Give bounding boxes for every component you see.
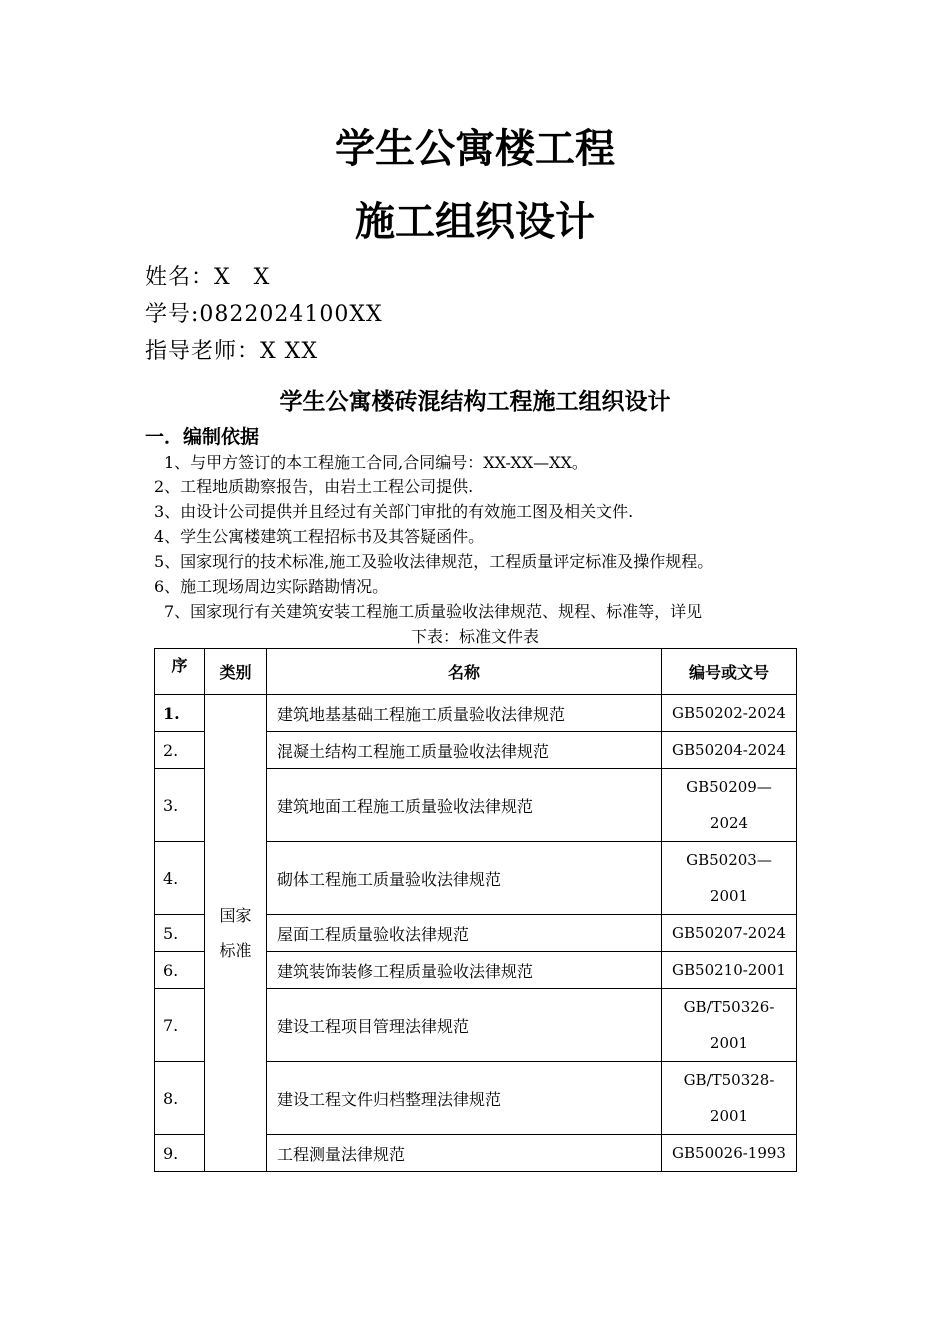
standard-code-line-1: GB50203— [686,851,772,869]
standard-code [662,1062,797,1135]
standard-code-line-1: GB/T50326- [683,998,775,1016]
standard-name: 建设工程文件归档整理法律规范 [267,1062,662,1135]
table-caption: 下表：标准文件表 [410,627,539,646]
row-number: 7. [155,989,205,1062]
standard-code-line-2: 2001 [709,1107,749,1125]
advisor-name: 指导老师：X XX [145,339,318,364]
standard-name: 建筑地面工程施工质量验收法律规范 [267,769,662,842]
standard-code: GB50026-1993 [662,1135,797,1172]
category-line-1: 国家 [219,906,252,925]
standard-code-line-1: GB50209— [686,778,772,796]
row-number: 2. [155,732,205,769]
standards-table [154,648,797,1172]
standard-code: GB50210-2001 [662,952,797,989]
header-seq: 序 [155,649,205,695]
standard-name: 建设工程项目管理法律规范 [267,989,662,1062]
standard-name: 屋面工程质量验收法律规范 [267,915,662,952]
standard-name: 砌体工程施工质量验收法律规范 [267,842,662,915]
standard-code: GB50204-2024 [662,732,797,769]
standard-code [662,842,797,915]
standard-code: GB50207-2024 [662,915,797,952]
standard-code [662,769,797,842]
row-number: 1. [155,695,205,732]
table-row [155,695,797,732]
standard-name: 建筑装饰装修工程质量验收法律规范 [267,952,662,989]
header-code: 编号或文号 [662,649,797,695]
row-number: 3. [155,769,205,842]
document-subtitle: 学生公寓楼砖混结构工程施工组织设计 [279,389,671,415]
row-number: 9. [155,1135,205,1172]
document-title-line-1: 学生公寓楼工程 [335,126,615,172]
standard-code-line-2: 2024 [709,814,749,832]
basis-item-7: 7、国家现行有关建筑安装工程施工质量验收法律规范、规程、标准等，详见 [164,602,703,621]
basis-item-1: 1、与甲方签订的本工程施工合同,合同编号：XX-XX—XX。 [164,453,588,472]
standard-name: 混凝土结构工程施工质量验收法律规范 [267,732,662,769]
category-line-2: 标准 [219,941,252,960]
standard-name: 建筑地基基础工程施工质量验收法律规范 [267,695,662,732]
section-heading: 一．编制依据 [145,426,260,448]
basis-item-3: 3、由设计公司提供并且经过有关部门审批的有效施工图及相关文件. [154,502,634,521]
table-header-row [155,649,797,695]
row-number: 8. [155,1062,205,1135]
standard-name: 工程测量法律规范 [267,1135,662,1172]
student-name: 姓名：X X [145,265,271,290]
basis-item-4: 4、学生公寓楼建筑工程招标书及其答疑函件。 [154,527,485,546]
student-id: 学号:0822024100XX [145,302,383,327]
basis-item-6: 6、施工现场周边实际踏勘情况。 [154,577,389,596]
document-title-line-2: 施工组织设计 [355,199,595,245]
header-name: 名称 [267,649,662,695]
standard-code-line-1: GB/T50328- [683,1071,775,1089]
standard-code-line-2: 2001 [709,887,749,905]
standard-code [662,989,797,1062]
row-number: 5. [155,915,205,952]
category-cell [205,695,267,1172]
standard-code-line-2: 2001 [709,1034,749,1052]
basis-item-5: 5、国家现行的技术标准,施工及验收法律规范，工程质量评定标准及操作规程。 [154,552,714,571]
header-category: 类别 [205,649,267,695]
row-number: 6. [155,952,205,989]
row-number: 4. [155,842,205,915]
basis-item-2: 2、工程地质勘察报告，由岩土工程公司提供. [154,477,474,496]
standard-code: GB50202-2024 [662,695,797,732]
